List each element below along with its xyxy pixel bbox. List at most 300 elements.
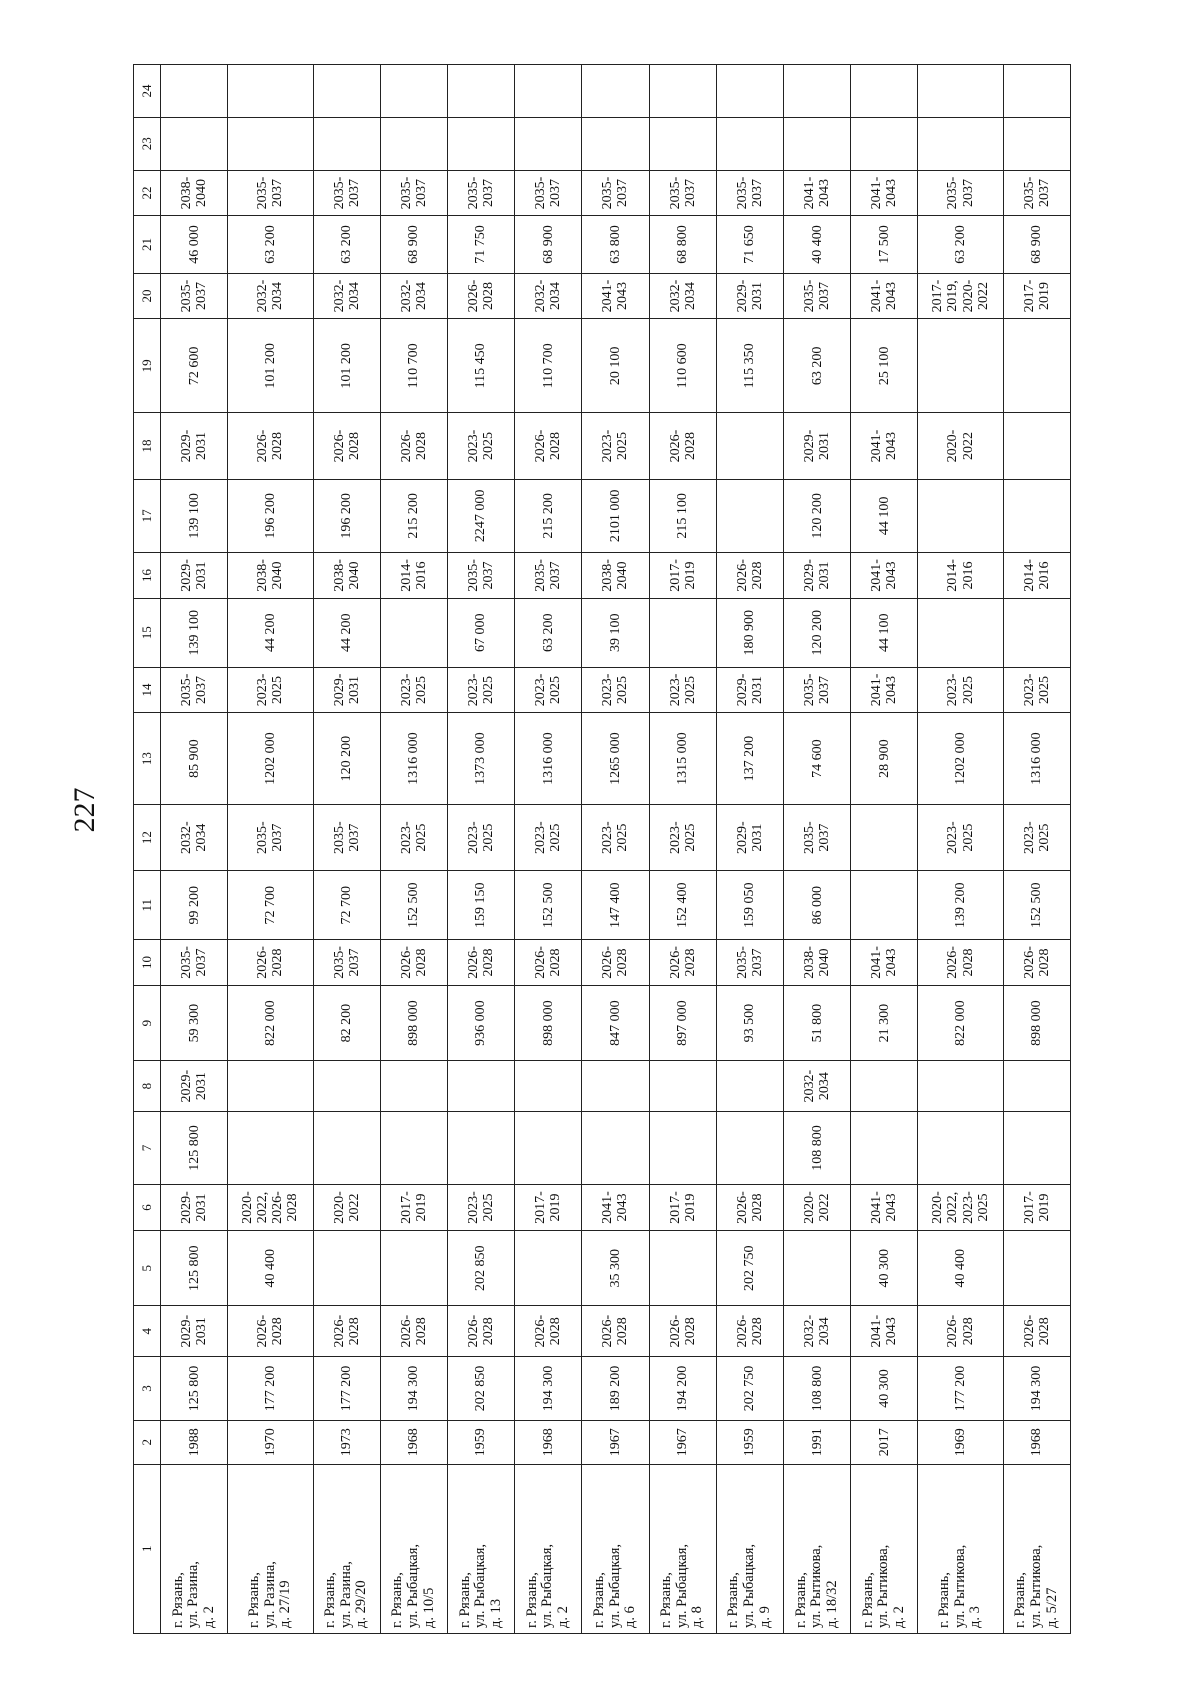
table-cell: 1959: [447, 1421, 514, 1465]
table-cell: 2035-2037: [447, 170, 514, 216]
table-cell: [716, 479, 783, 552]
table-cell: [918, 598, 1003, 667]
table-cell: [851, 1111, 918, 1184]
table-cell: 1202 000: [228, 713, 313, 805]
table-cell: 2026-2028: [447, 1306, 514, 1356]
table-cell: 20 100: [582, 319, 649, 413]
table-cell: 196 200: [313, 479, 380, 552]
table-cell: [582, 1061, 649, 1111]
address-cell: г. Рязань, ул. Рытикова, д. 18/32: [783, 1464, 850, 1633]
table-cell: 2041-2043: [851, 1185, 918, 1231]
table-cell: 2026-2028: [228, 1306, 313, 1356]
table-cell: 2035-2037: [716, 170, 783, 216]
table-row: [1003, 65, 1070, 1634]
table-cell: 59 300: [161, 985, 228, 1061]
table-cell: [783, 65, 850, 118]
table-cell: [1003, 319, 1070, 413]
table-cell: 2017-2019: [649, 1185, 716, 1231]
table-cell: [380, 117, 447, 170]
table-cell: 63 200: [783, 319, 850, 413]
table-cell: 125 800: [161, 1356, 228, 1420]
table-cell: 2014-2016: [918, 553, 1003, 599]
table-cell: 2035-2037: [228, 170, 313, 216]
table-cell: 2023-2025: [649, 667, 716, 713]
table-cell: [380, 1061, 447, 1111]
table-cell: 2035-2037: [1003, 170, 1070, 216]
address-cell: г. Рязань, ул. Рыбацкая, д. 13: [447, 1464, 514, 1633]
table-cell: 1316 000: [1003, 713, 1070, 805]
table-cell: 2038-2040: [228, 553, 313, 599]
column-number: 17: [134, 479, 161, 552]
table-cell: 202 750: [716, 1230, 783, 1306]
table-cell: 2023-2025: [447, 804, 514, 870]
table-cell: 2026-2028: [1003, 1306, 1070, 1356]
table-cell: [161, 65, 228, 118]
table-cell: 2038-2040: [161, 170, 228, 216]
table-cell: [161, 117, 228, 170]
table-cell: 25 100: [851, 319, 918, 413]
table-row: [313, 65, 380, 1634]
table-cell: 2035-2037: [228, 804, 313, 870]
table-cell: 1991: [783, 1421, 850, 1465]
table-cell: 71 750: [447, 216, 514, 273]
table-cell: 2017-2019: [1003, 273, 1070, 319]
table-cell: 152 400: [649, 871, 716, 940]
table-cell: 108 800: [783, 1356, 850, 1420]
table-cell: 40 300: [851, 1356, 918, 1420]
table-cell: 72 700: [228, 871, 313, 940]
table-cell: 2038-2040: [783, 940, 850, 986]
table-cell: [313, 1111, 380, 1184]
table-cell: [515, 1111, 582, 1184]
table-cell: 120 200: [313, 713, 380, 805]
table-cell: 2101 000: [582, 479, 649, 552]
table-cell: [851, 117, 918, 170]
table-cell: 39 100: [582, 598, 649, 667]
table-row: [515, 65, 582, 1634]
table-cell: 68 800: [649, 216, 716, 273]
table-cell: 101 200: [313, 319, 380, 413]
table-cell: 2023-2025: [447, 1185, 514, 1231]
table-cell: 40 400: [918, 1230, 1003, 1306]
table-row: [716, 65, 783, 1634]
table-cell: [783, 1230, 850, 1306]
table-cell: [582, 1111, 649, 1184]
table-cell: 2023-2025: [582, 804, 649, 870]
table-cell: 63 200: [228, 216, 313, 273]
table-cell: [380, 1111, 447, 1184]
table-cell: 2023-2025: [380, 804, 447, 870]
table-cell: [515, 1061, 582, 1111]
table-cell: 1988: [161, 1421, 228, 1465]
table-cell: [918, 319, 1003, 413]
column-number: 1: [134, 1464, 161, 1633]
table-cell: [228, 1111, 313, 1184]
table-cell: 194 300: [515, 1356, 582, 1420]
table-cell: 898 000: [1003, 985, 1070, 1061]
column-number: 14: [134, 667, 161, 713]
table-cell: 115 350: [716, 319, 783, 413]
table-cell: 110 700: [515, 319, 582, 413]
table-cell: 1968: [515, 1421, 582, 1465]
table-cell: [851, 871, 918, 940]
table-cell: 196 200: [228, 479, 313, 552]
table-cell: 2020-2022: [918, 413, 1003, 479]
table-cell: 2023-2025: [582, 413, 649, 479]
table-cell: 215 200: [380, 479, 447, 552]
table-cell: 2032-2034: [161, 804, 228, 870]
column-number: 21: [134, 216, 161, 273]
table-cell: 68 900: [1003, 216, 1070, 273]
address-cell: г. Рязань, ул. Рытикова, д. 2: [851, 1464, 918, 1633]
table-cell: 2026-2028: [515, 940, 582, 986]
table-cell: [313, 117, 380, 170]
address-cell: г. Рязань, ул. Разина, д. 27/19: [228, 1464, 313, 1633]
table-cell: 2026-2028: [447, 940, 514, 986]
table-cell: 120 200: [783, 479, 850, 552]
column-number: 23: [134, 117, 161, 170]
table-cell: 2023-2025: [1003, 804, 1070, 870]
table-cell: 2035-2037: [515, 553, 582, 599]
table-cell: 2035-2037: [582, 170, 649, 216]
table-cell: [313, 1061, 380, 1111]
table-cell: [380, 65, 447, 118]
table-cell: 2035-2037: [161, 940, 228, 986]
table-cell: 2041-2043: [851, 170, 918, 216]
table-cell: 1373 000: [447, 713, 514, 805]
table-cell: 125 800: [161, 1111, 228, 1184]
table-cell: 2026-2028: [649, 940, 716, 986]
table-cell: [447, 1111, 514, 1184]
rotated-table-container: [133, 64, 1071, 1634]
table-cell: 2035-2037: [161, 273, 228, 319]
table-cell: 2029-2031: [161, 413, 228, 479]
table-cell: 152 500: [380, 871, 447, 940]
table-cell: 2026-2028: [228, 940, 313, 986]
table-cell: 215 100: [649, 479, 716, 552]
table-cell: 159 050: [716, 871, 783, 940]
page-number: 227: [68, 787, 101, 833]
table-cell: 67 000: [447, 598, 514, 667]
table-cell: 2023-2025: [649, 804, 716, 870]
table-cell: 898 000: [515, 985, 582, 1061]
table-cell: 2023-2025: [1003, 667, 1070, 713]
table-cell: 2023-2025: [515, 667, 582, 713]
table-cell: 2247 000: [447, 479, 514, 552]
table-cell: [515, 1230, 582, 1306]
table-cell: 71 650: [716, 216, 783, 273]
table-cell: [1003, 1230, 1070, 1306]
table-cell: 2029-2031: [313, 667, 380, 713]
column-number: 13: [134, 713, 161, 805]
table-cell: 2026-2028: [228, 413, 313, 479]
table-cell: [380, 598, 447, 667]
table-cell: [918, 1111, 1003, 1184]
table-cell: 2035-2037: [447, 553, 514, 599]
table-cell: 44 200: [228, 598, 313, 667]
table-cell: 2035-2037: [313, 170, 380, 216]
table-cell: 2041-2043: [851, 1306, 918, 1356]
column-number: 3: [134, 1356, 161, 1420]
table-cell: 2023-2025: [918, 804, 1003, 870]
column-number: 9: [134, 985, 161, 1061]
table-cell: [515, 65, 582, 118]
table-cell: 2023-2025: [515, 804, 582, 870]
table-cell: 2041-2043: [851, 940, 918, 986]
table-cell: 40 400: [783, 216, 850, 273]
column-number: 8: [134, 1061, 161, 1111]
table-cell: 2017: [851, 1421, 918, 1465]
column-number: 12: [134, 804, 161, 870]
table-cell: 2026-2028: [313, 413, 380, 479]
table-cell: [783, 117, 850, 170]
table-cell: 101 200: [228, 319, 313, 413]
table-cell: 177 200: [918, 1356, 1003, 1420]
table-cell: [918, 479, 1003, 552]
table-cell: 1967: [649, 1421, 716, 1465]
table-cell: 28 900: [851, 713, 918, 805]
column-number: 15: [134, 598, 161, 667]
table-cell: 177 200: [313, 1356, 380, 1420]
address-cell: г. Рязань, ул. Рыбацкая, д. 2: [515, 1464, 582, 1633]
table-cell: 2041-2043: [851, 413, 918, 479]
table-cell: 2041-2043: [582, 1185, 649, 1231]
table-cell: 2026-2028: [582, 1306, 649, 1356]
table-cell: 68 900: [515, 216, 582, 273]
column-number: 10: [134, 940, 161, 986]
table-cell: 40 300: [851, 1230, 918, 1306]
table-cell: 2041-2043: [851, 553, 918, 599]
table-cell: 139 100: [161, 479, 228, 552]
table-cell: 72 600: [161, 319, 228, 413]
table-cell: 21 300: [851, 985, 918, 1061]
table-cell: [1003, 598, 1070, 667]
table-cell: [582, 65, 649, 118]
table-cell: 2041-2043: [582, 273, 649, 319]
table-cell: 2023-2025: [918, 667, 1003, 713]
table-cell: [649, 598, 716, 667]
column-number: 20: [134, 273, 161, 319]
table-row: [447, 65, 514, 1634]
table-cell: [649, 1230, 716, 1306]
table-cell: [313, 1230, 380, 1306]
table-cell: 2041-2043: [851, 667, 918, 713]
table-cell: 2029-2031: [783, 553, 850, 599]
table-cell: 74 600: [783, 713, 850, 805]
table-cell: 35 300: [582, 1230, 649, 1306]
table-cell: 898 000: [380, 985, 447, 1061]
table-cell: 822 000: [918, 985, 1003, 1061]
table-cell: 1316 000: [515, 713, 582, 805]
table-cell: 159 150: [447, 871, 514, 940]
table-cell: 1202 000: [918, 713, 1003, 805]
table-cell: 194 200: [649, 1356, 716, 1420]
table-cell: 2014-2016: [1003, 553, 1070, 599]
table-cell: 120 200: [783, 598, 850, 667]
table-cell: 115 450: [447, 319, 514, 413]
table-cell: 1969: [918, 1421, 1003, 1465]
table-cell: 2032-2034: [380, 273, 447, 319]
table-cell: [851, 1061, 918, 1111]
address-cell: г. Рязань, ул. Разина, д. 2: [161, 1464, 228, 1633]
table-cell: 2035-2037: [649, 170, 716, 216]
table-cell: 2026-2028: [313, 1306, 380, 1356]
column-number: 11: [134, 871, 161, 940]
table-cell: 63 200: [515, 598, 582, 667]
address-cell: г. Рязань, ул. Рыбацкая, д. 9: [716, 1464, 783, 1633]
table-cell: 85 900: [161, 713, 228, 805]
table-cell: 1265 000: [582, 713, 649, 805]
table-cell: 2026-2028: [380, 413, 447, 479]
table-cell: 1968: [1003, 1421, 1070, 1465]
table-cell: [918, 65, 1003, 118]
table-cell: [228, 65, 313, 118]
address-cell: г. Рязань, ул. Рыбацкая, д. 8: [649, 1464, 716, 1633]
table-cell: 2026-2028: [716, 1306, 783, 1356]
table-row: [649, 65, 716, 1634]
table-cell: 17 500: [851, 216, 918, 273]
table-cell: 2026-2028: [716, 553, 783, 599]
table-cell: 2023-2025: [447, 413, 514, 479]
table-cell: 137 200: [716, 713, 783, 805]
table-cell: 2035-2037: [783, 667, 850, 713]
table-cell: 2032-2034: [515, 273, 582, 319]
table-cell: 2026-2028: [380, 940, 447, 986]
table-cell: 2017-2019: [1003, 1185, 1070, 1231]
table-cell: 822 000: [228, 985, 313, 1061]
column-number: 24: [134, 65, 161, 118]
table-cell: 936 000: [447, 985, 514, 1061]
table-cell: 2041-2043: [851, 273, 918, 319]
table-cell: [313, 65, 380, 118]
table-cell: [1003, 413, 1070, 479]
table-cell: 93 500: [716, 985, 783, 1061]
table-cell: 2017-2019: [515, 1185, 582, 1231]
table-row: [783, 65, 850, 1634]
address-cell: г. Рязань, ул. Рытикова, д. 3: [918, 1464, 1003, 1633]
table-cell: 2035-2037: [161, 667, 228, 713]
table-cell: [380, 1230, 447, 1306]
table-cell: 1967: [582, 1421, 649, 1465]
table-cell: 63 800: [582, 216, 649, 273]
table-cell: 63 200: [313, 216, 380, 273]
table-cell: 2032-2034: [228, 273, 313, 319]
table-cell: 1970: [228, 1421, 313, 1465]
table-cell: [649, 65, 716, 118]
table-cell: 2032-2034: [783, 1061, 850, 1111]
table-cell: [716, 1061, 783, 1111]
table-cell: 2035-2037: [716, 940, 783, 986]
table-cell: 139 200: [918, 871, 1003, 940]
table-cell: [447, 1061, 514, 1111]
column-number: 7: [134, 1111, 161, 1184]
table-cell: 86 000: [783, 871, 850, 940]
table-cell: 177 200: [228, 1356, 313, 1420]
table-cell: [649, 1061, 716, 1111]
table-cell: 147 400: [582, 871, 649, 940]
address-cell: г. Рязань, ул. Рыбацкая, д. 6: [582, 1464, 649, 1633]
table-cell: 2026-2028: [649, 413, 716, 479]
table-row: [161, 65, 228, 1634]
table-cell: 897 000: [649, 985, 716, 1061]
table-cell: [918, 117, 1003, 170]
table-cell: [649, 117, 716, 170]
table-cell: 2017-2019, 2020-2022: [918, 273, 1003, 319]
repair-schedule-table: [133, 64, 1071, 1634]
table-cell: 110 700: [380, 319, 447, 413]
table-cell: 72 700: [313, 871, 380, 940]
table-cell: [1003, 1061, 1070, 1111]
table-cell: 189 200: [582, 1356, 649, 1420]
table-cell: 2023-2025: [380, 667, 447, 713]
address-cell: г. Рязань, ул. Рытикова, д. 5/27: [1003, 1464, 1070, 1633]
address-cell: г. Рязань, ул. Разина, д. 29/20: [313, 1464, 380, 1633]
table-cell: 202 850: [447, 1356, 514, 1420]
table-cell: 2026-2028: [716, 1185, 783, 1231]
table-cell: [515, 117, 582, 170]
table-cell: 2035-2037: [515, 170, 582, 216]
table-cell: [582, 117, 649, 170]
table-cell: 2035-2037: [918, 170, 1003, 216]
table-row: [228, 65, 313, 1634]
table-cell: 2026-2028: [515, 413, 582, 479]
table-cell: 51 800: [783, 985, 850, 1061]
table-cell: 194 300: [380, 1356, 447, 1420]
table-cell: 2026-2028: [447, 273, 514, 319]
table-cell: 108 800: [783, 1111, 850, 1184]
address-cell: г. Рязань, ул. Рыбацкая, д. 10/5: [380, 1464, 447, 1633]
table-row: [851, 65, 918, 1634]
header-row: [134, 65, 161, 1634]
table-cell: 139 100: [161, 598, 228, 667]
table-cell: [1003, 65, 1070, 118]
table-cell: [716, 65, 783, 118]
table-cell: 2026-2028: [1003, 940, 1070, 986]
table-cell: [228, 1061, 313, 1111]
table-cell: 44 100: [851, 479, 918, 552]
table-cell: 2017-2019: [649, 553, 716, 599]
table-cell: 44 200: [313, 598, 380, 667]
table-cell: 2035-2037: [313, 804, 380, 870]
table-cell: 110 600: [649, 319, 716, 413]
table-cell: 1315 000: [649, 713, 716, 805]
table-cell: 202 750: [716, 1356, 783, 1420]
table-cell: 2035-2037: [783, 804, 850, 870]
table-cell: 2023-2025: [447, 667, 514, 713]
table-cell: 40 400: [228, 1230, 313, 1306]
table-cell: 2023-2025: [582, 667, 649, 713]
table-cell: 2029-2031: [161, 1306, 228, 1356]
table-cell: 68 900: [380, 216, 447, 273]
table-cell: 2032-2034: [313, 273, 380, 319]
table-cell: 82 200: [313, 985, 380, 1061]
table-cell: 63 200: [918, 216, 1003, 273]
table-cell: 2029-2031: [161, 1185, 228, 1231]
table-cell: 2035-2037: [380, 170, 447, 216]
table-row: [918, 65, 1003, 1634]
table-cell: 2041-2043: [783, 170, 850, 216]
table-cell: 1973: [313, 1421, 380, 1465]
table-cell: [447, 117, 514, 170]
table-cell: 2029-2031: [161, 1061, 228, 1111]
table-cell: [716, 413, 783, 479]
table-cell: 152 500: [515, 871, 582, 940]
column-number: 19: [134, 319, 161, 413]
column-number: 6: [134, 1185, 161, 1231]
table-cell: 2020-2022: [783, 1185, 850, 1231]
table-cell: [918, 1061, 1003, 1111]
table-cell: 2014-2016: [380, 553, 447, 599]
